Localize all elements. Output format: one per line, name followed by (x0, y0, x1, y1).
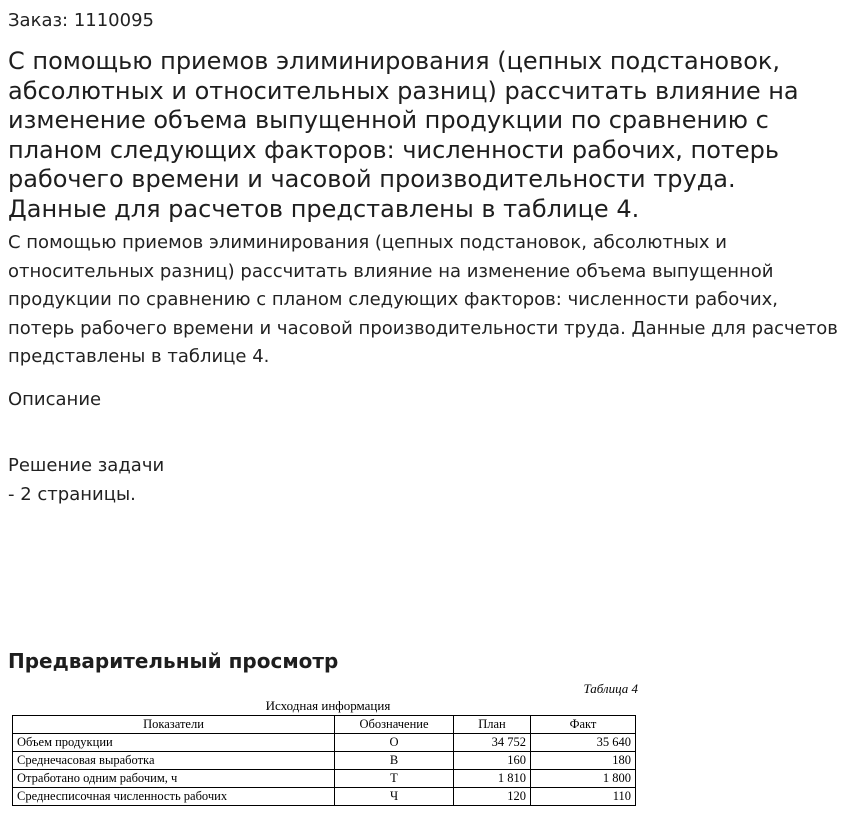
solution-title: Решение задачи (8, 455, 165, 476)
table-row (13, 770, 636, 788)
header-fact: Факт (531, 716, 636, 734)
row-symbol: В (335, 752, 454, 770)
row-plan: 120 (454, 788, 531, 806)
row-symbol: Ч (335, 788, 454, 806)
table-row (13, 734, 636, 752)
row-plan: 34 752 (454, 734, 531, 752)
row-plan: 1 810 (454, 770, 531, 788)
table-row (13, 788, 636, 806)
row-fact: 1 800 (531, 770, 636, 788)
preview-heading: Предварительный просмотр (8, 649, 339, 673)
row-symbol: Т (335, 770, 454, 788)
row-fact: 110 (531, 788, 636, 806)
task-description: С помощью приемов элиминирования (цепных подстановок, абсолютных и относительных разниц) рассчитать влияние на изменение объема выпущенной продукции по сравнению с планом следующих факторов: численности рабочих, потерь рабочего времени и часовой производительности труда. Данные для расчетов представлены в таблице 4. (8, 232, 838, 368)
row-name: Среднесписочная численность рабочих (13, 788, 335, 806)
table-header-row (13, 716, 636, 734)
solution-pages: - 2 страницы. (8, 484, 136, 505)
table-row (13, 752, 636, 770)
order-number: Заказ: 1110095 (8, 10, 154, 31)
row-fact: 180 (531, 752, 636, 770)
row-plan: 160 (454, 752, 531, 770)
data-table (12, 715, 636, 806)
row-symbol: О (335, 734, 454, 752)
task-title: С помощью приемов элиминирования (цепных подстановок, абсолютных и относительных разниц) рассчитать влияние на изменение объема выпущенной продукции по сравнению с планом следующих факторов: численности рабочих, потерь рабочего времени и часовой производительности труда. Данные для расчетов представлены в таблице 4. (8, 47, 799, 223)
row-name: Отработано одним рабочим, ч (13, 770, 335, 788)
solution-info (8, 451, 164, 509)
row-name: Объем продукции (13, 734, 335, 752)
row-fact: 35 640 (531, 734, 636, 752)
header-indicator: Показатели (13, 716, 335, 734)
preview-image (8, 678, 648, 823)
table-caption: Таблица 4 (583, 681, 638, 696)
row-name: Среднечасовая выработка (13, 752, 335, 770)
table-title: Исходная информация (265, 698, 391, 713)
header-plan: План (454, 716, 531, 734)
description-label: Описание (8, 389, 102, 410)
header-symbol: Обозначение (335, 716, 454, 734)
